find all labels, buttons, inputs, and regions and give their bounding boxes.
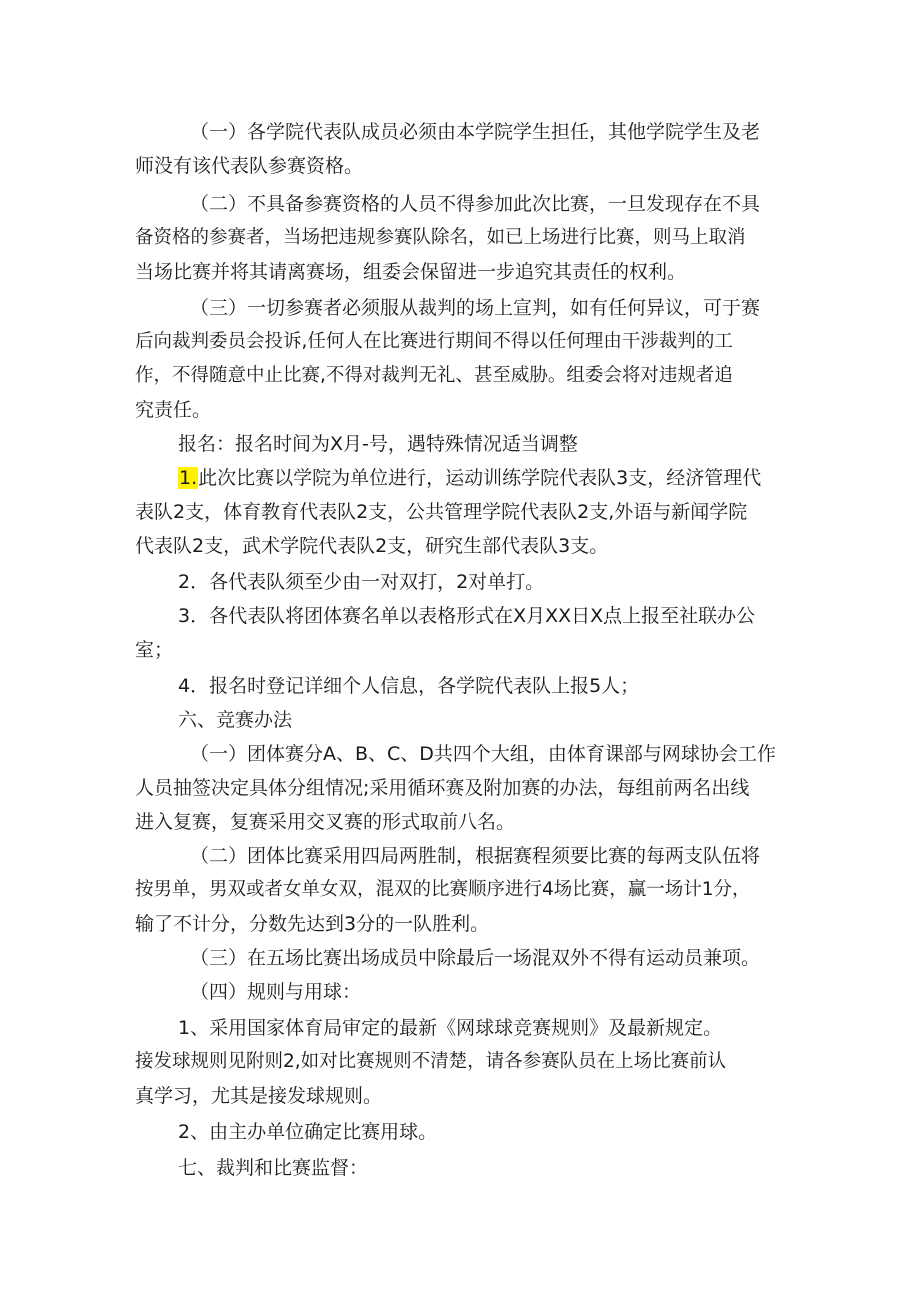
paragraph-line: 进入复赛，复赛采用交叉赛的形式取前八名。 <box>135 811 516 833</box>
registration-heading: 报名：报名时间为X月-号，遇特殊情况适当调整 <box>178 433 578 455</box>
paragraph-line: 接发球规则见附则2,如对比赛规则不清楚，请各参赛队员在上场比赛前认 <box>135 1051 727 1072</box>
paragraph-line: 人员抽签决定具体分组情况;采用循环赛及附加赛的办法，每组前两名出线 <box>135 777 750 799</box>
paragraph-line: 表队2支，体育教育代表队2支，公共管理学院代表队2支,外语与新闻学院 <box>135 501 748 523</box>
paragraph-line: （二）团体比赛采用四局两胜制，根据赛程须要比赛的每两支队伍将 <box>190 845 761 867</box>
section-heading: 六、竞赛办法 <box>178 709 293 731</box>
list-item: 1、采用国家体育局审定的最新《网球球竞赛规则》及最新规定。 <box>178 1017 723 1039</box>
paragraph-line: 师没有该代表队参赛资格。 <box>135 155 364 177</box>
paragraph-line: （二）不具备参赛资格的人员不得参加此次比赛，一旦发现存在不具 <box>190 193 761 215</box>
highlighted-list-number: 1. <box>179 467 198 489</box>
paragraph-line: 室； <box>135 639 174 661</box>
paragraph-line: （三）在五场比赛出场成员中除最后一场混双外不得有运动员兼项。 <box>190 947 761 969</box>
paragraph-line: 后向裁判委员会投诉,任何人在比赛进行期间不得以任何理由干涉裁判的工 <box>135 331 733 352</box>
paragraph-line: 作，不得随意中止比赛,不得对裁判无礼、甚至威胁。组委会将对违规者追 <box>135 365 733 386</box>
paragraph-line: 究责任。 <box>135 399 212 421</box>
paragraph-line: 按男单，男双或者女单女双，混双的比赛顺序进行4场比赛，赢一场计1分， <box>135 879 751 900</box>
subsection-heading: （四）规则与用球： <box>190 981 362 1003</box>
paragraph-line: 输了不计分，分数先达到3分的一队胜利。 <box>135 913 490 935</box>
paragraph-line <box>178 464 761 492</box>
list-item: 3．各代表队将团体赛名单以表格形式在X月XX日X点上报至社联办公 <box>178 605 756 627</box>
list-item: 4．报名时登记详细个人信息，各学院代表队上报5人； <box>178 675 640 697</box>
paragraph-line: 真学习，尤其是接发球规则。 <box>135 1085 383 1107</box>
paragraph-line: 备资格的参赛者，当场把违规参赛队除名，如已上场进行比赛，则马上取消 <box>135 227 746 248</box>
paragraph-line: 当场比赛并将其请离赛场，组委会保留进一步追究其责任的权利。 <box>135 261 687 283</box>
section-heading: 七、裁判和比赛监督： <box>178 1157 369 1179</box>
list-item: 2、由主办单位确定比赛用球。 <box>178 1121 438 1143</box>
paragraph-line: 代表队2支，武术学院代表队2支，研究生部代表队3支。 <box>135 535 609 557</box>
list-item-text: 此次比赛以学院为单位进行，运动训练学院代表队3支，经济管理代 <box>198 467 762 489</box>
paragraph-line: （一）各学院代表队成员必须由本学院学生担任，其他学院学生及老 <box>190 121 761 143</box>
paragraph-line: （一）团体赛分A、B、C、D共四个大组，由体育课部与网球协会工作 <box>190 743 776 765</box>
paragraph-line: （三）一切参赛者必须服从裁判的场上宣判，如有任何异议，可于赛 <box>190 297 761 319</box>
list-item: 2．各代表队须至少由一对双打，2对单打。 <box>178 571 545 593</box>
